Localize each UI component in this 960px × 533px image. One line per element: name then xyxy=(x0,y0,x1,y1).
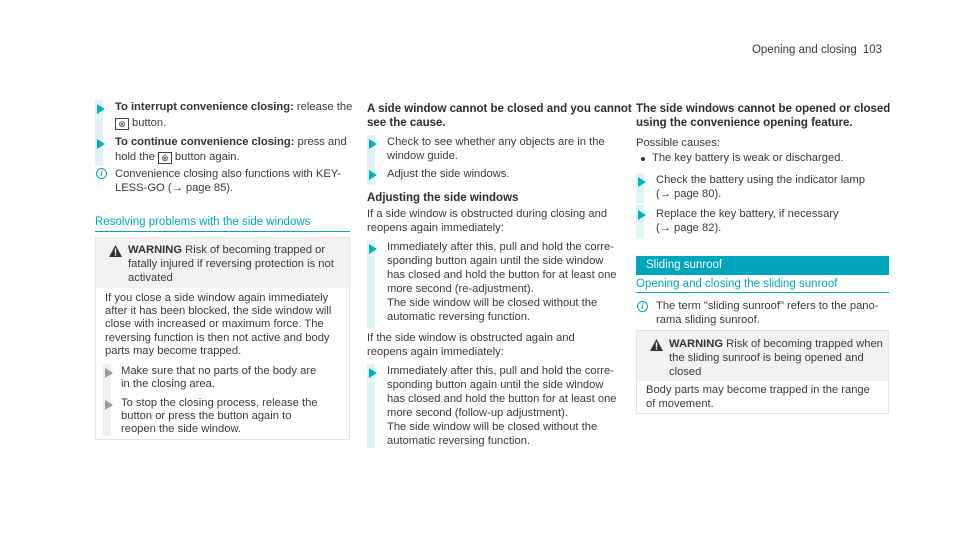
step-replace-battery-line: (→ page 82). xyxy=(656,222,722,234)
step-readjust-line: more second (re-adjustment). xyxy=(387,283,534,295)
step-continue-line2: hold the ⊗ button again. xyxy=(115,151,240,163)
step-followup-line: sponding button again until the side window xyxy=(387,379,604,391)
para-line: reopens again immediately: xyxy=(367,346,504,358)
step-followup-line: automatic reversing function. xyxy=(387,435,531,447)
step-replace-battery-line: Replace the key battery, if necessary xyxy=(656,208,839,220)
step-followup-line: has closed and hold the button for at least one xyxy=(387,393,617,405)
section-title: Opening and closing the sliding sunroof xyxy=(636,278,838,290)
step-followup-line: The side window will be closed without the xyxy=(387,421,598,433)
para-line: If a side window is obstructed during closing and xyxy=(367,208,608,220)
step-arrow-icon xyxy=(97,139,105,149)
problem-heading-line1: The side windows cannot be opened or closed xyxy=(636,103,891,115)
note-line: The term "sliding sunroof" refers to the pano- xyxy=(656,300,879,312)
warning-step2-line: To stop the closing process, release the xyxy=(121,397,318,409)
section-banner-title: Sliding sunroof xyxy=(646,259,723,271)
step-interrupt: To interrupt convenience closing: release the xyxy=(115,101,353,113)
window-key-icon: ⊗ xyxy=(158,152,172,164)
warning-head-line2: fatally injured if reversing protection is not xyxy=(128,258,334,270)
warning-head-line1: WARNING Risk of becoming trapped when xyxy=(669,338,883,350)
note-line2: LESS-GO (→ page 85). xyxy=(115,182,234,194)
note-line1: Convenience closing also functions with KEY- xyxy=(115,168,341,180)
step-readjust-line: has closed and hold the button for at least one xyxy=(387,269,617,281)
header-title: Opening and closing xyxy=(751,44,857,56)
page-header xyxy=(752,44,882,58)
causes-label: Possible causes: xyxy=(636,137,720,149)
warning-icon xyxy=(109,245,122,257)
problem-heading-line2: using the convenience opening feature. xyxy=(636,117,853,129)
step-followup-line: more second (follow-up adjustment). xyxy=(387,407,568,419)
warning-body-line: of movement. xyxy=(646,398,714,410)
warning-body-line: after it has been blocked, the side window will xyxy=(105,305,332,317)
problem-heading-line1: A side window cannot be closed and you cannot xyxy=(367,103,632,115)
step-arrow-icon xyxy=(369,139,377,149)
step-arrow-icon xyxy=(369,368,377,378)
warning-body-line: Body parts may become trapped in the range xyxy=(646,384,870,396)
note-line: rama sliding sunroof. xyxy=(656,314,760,326)
step-readjust-line: Immediately after this, pull and hold the corre- xyxy=(387,241,614,253)
step-check-line: Check to see whether any objects are in the xyxy=(387,136,605,148)
step-arrow-icon xyxy=(638,177,646,187)
warning-step1-line: Make sure that no parts of the body are xyxy=(121,365,317,377)
step-arrow-icon xyxy=(105,368,113,378)
para-line: If the side window is obstructed again and xyxy=(367,332,575,344)
info-icon: i xyxy=(637,301,648,312)
section-rule xyxy=(636,292,889,293)
step-arrow-icon xyxy=(97,104,105,114)
step-interrupt-line2: ⊗ button. xyxy=(115,117,166,131)
step-arrow-icon xyxy=(638,210,646,220)
step-arrow-icon xyxy=(369,170,377,180)
page-number: 103 xyxy=(862,44,882,56)
warning-head-line3: activated xyxy=(128,272,173,284)
warning-head-line2: the sliding sunroof is being opened and xyxy=(669,352,864,364)
warning-body-line: reversing function is then not active and body xyxy=(105,332,330,344)
step-readjust-line: automatic reversing function. xyxy=(387,311,531,323)
section-title: Resolving problems with the side windows xyxy=(95,216,311,228)
step-readjust-line: sponding button again until the side window xyxy=(387,255,604,267)
step-arrow-icon xyxy=(105,400,113,410)
warning-head-line1: WARNING Risk of becoming trapped or xyxy=(128,244,326,256)
warning-body-line: If you close a side window again immediately xyxy=(105,292,329,304)
warning-icon xyxy=(650,339,663,351)
warning-step2-line: reopen the side window. xyxy=(121,423,242,435)
step-adjust: Adjust the side windows. xyxy=(387,168,510,180)
step-check-battery-line: Check the battery using the indicator lamp xyxy=(656,174,865,186)
step-check-line: window guide. xyxy=(387,150,458,162)
warning-body-line: close with increased or maximum force. The xyxy=(105,318,324,330)
subheading: Adjusting the side windows xyxy=(367,192,519,204)
para-line: reopens again immediately: xyxy=(367,222,504,234)
section-banner xyxy=(636,256,889,275)
warning-step1-line: in the closing area. xyxy=(121,378,215,390)
warning-head-line3: closed xyxy=(669,366,702,378)
cause-item: The key battery is weak or discharged. xyxy=(652,152,844,164)
problem-heading-line2: see the cause. xyxy=(367,117,446,129)
warning-step2-line: button or press the button again to xyxy=(121,410,292,422)
bullet-icon xyxy=(641,157,645,161)
warning-body-line: parts may become trapped. xyxy=(105,345,242,357)
info-icon: i xyxy=(96,168,107,179)
section-rule xyxy=(95,231,350,232)
step-continue: To continue convenience closing: press and xyxy=(115,136,347,148)
window-key-icon: ⊗ xyxy=(115,118,129,130)
step-readjust-line: The side window will be closed without the xyxy=(387,297,598,309)
step-followup-line: Immediately after this, pull and hold the corre- xyxy=(387,365,614,377)
step-arrow-icon xyxy=(369,244,377,254)
step-check-battery-line: (→ page 80). xyxy=(656,188,722,200)
